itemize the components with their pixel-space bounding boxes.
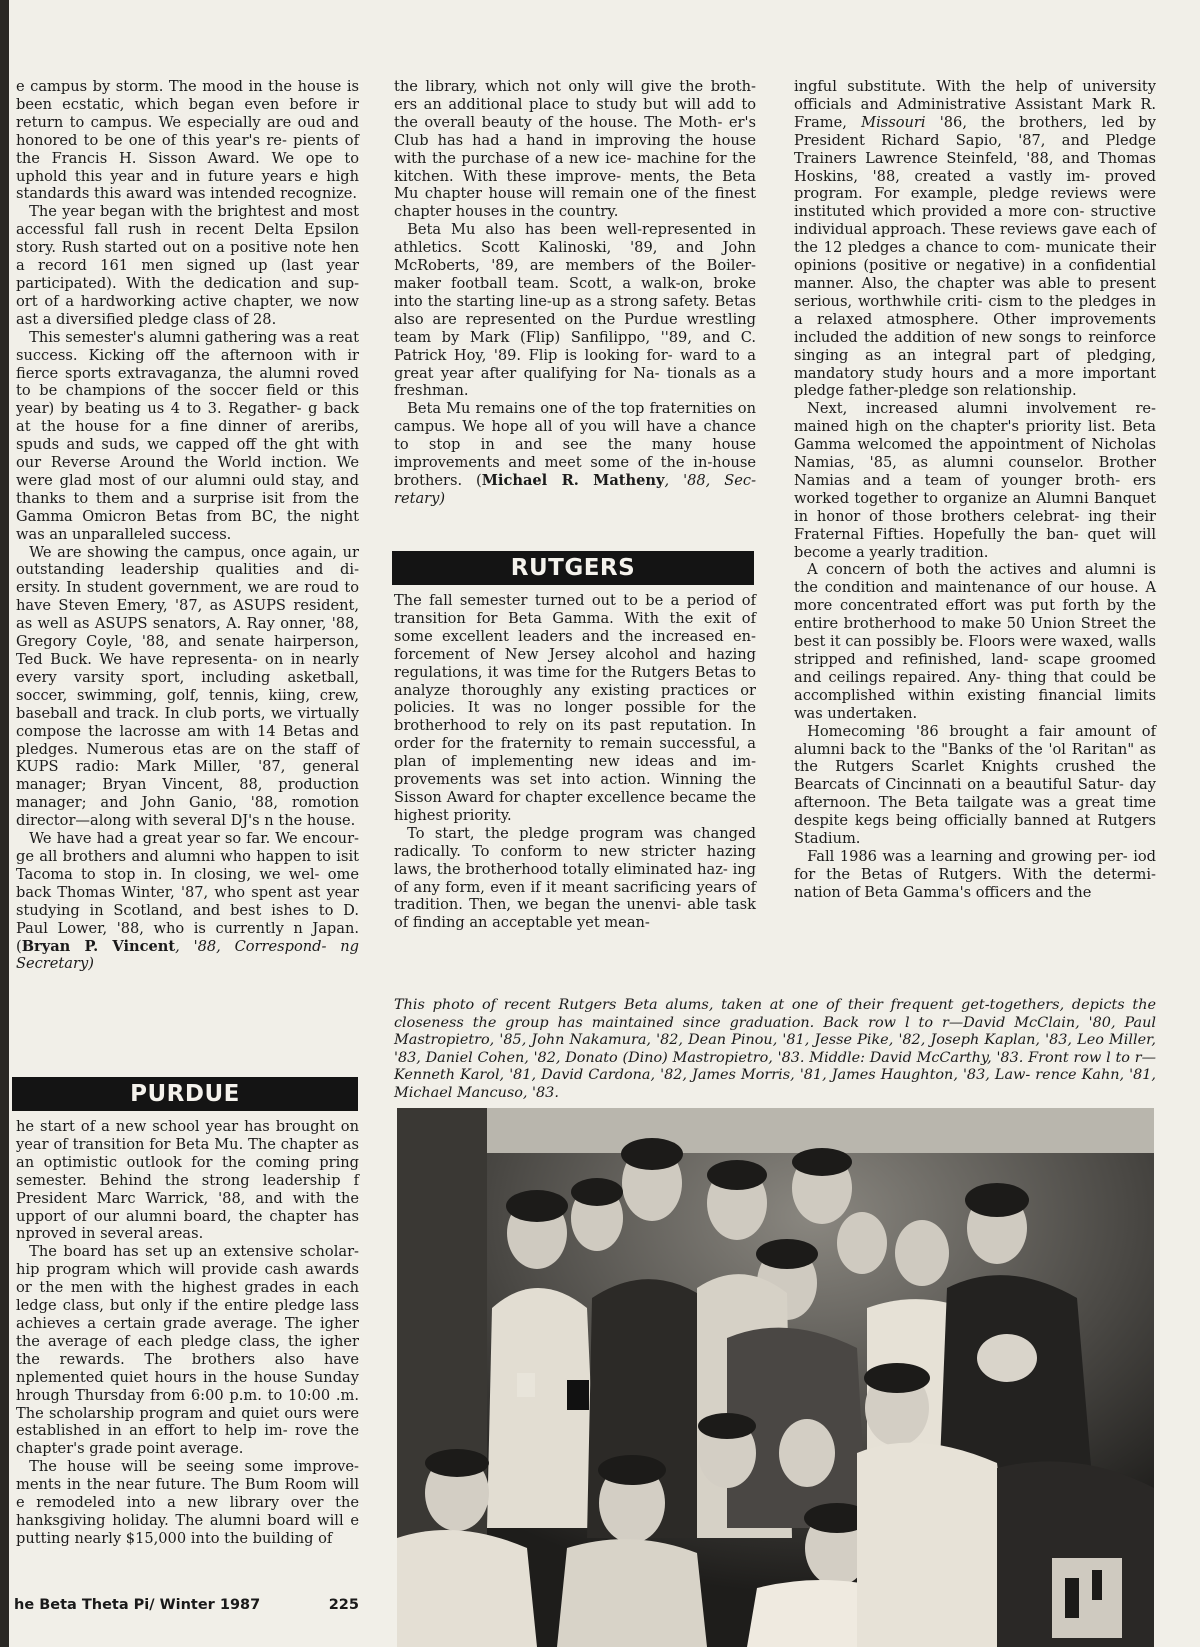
signature-title: , '88, Correspond- ng Secretary): [16, 937, 359, 973]
paragraph-text: '86, the brothers, led by President Richard Sapio, '87, and Pledge Trainers Lawrence Steinfeld, '88, and Thomas Hoskins, '88, created a vastly im- proved program. For example, pledge reviews were instituted which provided a more con- structive individual approach. These reviews gave each of the 12 pledges a chance to com- municate their opinions (positive or negative) in a confidential manner. Also, the chapter was able to present serious, worthwhile criti- cism to the pledges in a relaxed atmosphere. Other improvements included the addition of new songs to reinforce singing as an integral part of pledging, mandatory study hours and a more important pledge father-pledge son relationship.: [794, 113, 1156, 400]
paragraph-text: We have had a great year so far. We encour- ge all brothers and alumni who happen to isit Tacoma to stop in. In closing, we wel- ome back Thomas Winter, '87, who spent ast year studying in Scotland, and best ishes to D. Paul Lower, '88, who is currently n Japan. (: [16, 830, 359, 955]
photo-caption: This photo of recent Rutgers Beta alums, taken at one of their frequent get-togethers, depicts the closeness the group has maintained since graduation. Back row l to r—David McClain, '80, Paul Mastropietro, '85, John Nakamura, '82, Dean Pinou, '81, Jesse Pike, '82, Joseph Kaplan, '83, Leo Miller, '83, Daniel Cohen, '82, Donato (Dino) Mastropietro, '83. Middle: David McCarthy, '83. Front row l to r—Kenneth Karol, '81, David Cardona, '82, James Morris, '81, James Haughton, '83, Law- rence Kahn, '81, Michael Mancuso, '83.: [394, 997, 1156, 1101]
column-2-purdue-continued: [394, 78, 756, 508]
column-2-rutgers-report: [394, 592, 756, 932]
paragraph: Beta Mu also has been well-represented in athletics. Scott Kalinoski, '89, and John McRoberts, '89, are members of the Boiler- maker football team. Scott, a walk-on, broke into the starting line-up as a strong safety. Betas also are represented on the Purdue wrestling team by Mark (Flip) Sanfilippo, ''89, and C. Patrick Hoy, '89. Flip is looking for- ward to a great year after qualifying for Na- tionals as a freshman.: [394, 221, 756, 400]
group-photo: [397, 1108, 1154, 1647]
column-3-rutgers-continued: [794, 78, 1156, 902]
paragraph: To start, the pledge program was changed radically. To conform to new stricter hazing laws, the brotherhood totally eliminated haz- ing of any form, even if it meant sacrificing years of tradition. Then, we began the unenvi- able task of finding an acceptable yet mean-: [394, 824, 756, 932]
chapter-name: Missouri: [861, 113, 926, 131]
signature-name: Michael R. Matheny: [481, 471, 665, 489]
paragraph: he start of a new school year has brought on year of transition for Beta Mu. The chapter as an optimistic outlook for the coming pring semester. Behind the strong leadership f President Marc Warrick, '88, and with the upport of our alumni board, the chapter has nproved in several areas.: [16, 1118, 359, 1243]
paragraph: e campus by storm. The mood in the house is been ecstatic, which began even before ir return to campus. We especially are oud and honored to be one of this year's re- pients of the Francis H. Sisson Award. We ope to uphold this year and in future years e high standards this award was intended recognize.: [16, 78, 359, 203]
section-heading-purdue: PURDUE: [12, 1077, 358, 1111]
paragraph: Next, increased alumni involvement re- mained high on the chapter's priority list. Beta Gamma welcomed the appointment of Nicholas Namias, '85, as alumni counselor. Brother Namias and a team of younger broth- ers worked together to organize an Alumni Banquet in honor of those brothers celebrat- ing their Fraternal Fifties. Hopefully the ban- quet will become a yearly tradition.: [794, 400, 1156, 561]
page-footer: [14, 1597, 359, 1613]
section-heading-rutgers: RUTGERS: [392, 551, 754, 585]
paragraph: Fall 1986 was a learning and growing per- iod for the Betas of Rutgers. With the determi- nation of Beta Gamma's officers and the: [794, 847, 1156, 901]
signature-name: Bryan P. Vincent: [21, 937, 176, 955]
paragraph: The house will be seeing some improve- ments in the near future. The Bum Room will e remodeled into a new library over the hanksgiving holiday. The alumni board will e putting nearly $15,000 into the building of: [16, 1458, 359, 1547]
page-binding-edge: [0, 0, 9, 1647]
paragraph: Homecoming '86 brought a fair amount of alumni back to the "Banks of the 'ol Raritan" as the Rutgers Scarlet Knights crushed the Bearcats of Cincinnati on a beautiful Satur- day afternoon. The Beta tailgate was a great time despite kegs being officially banned at Rutgers Stadium.: [794, 722, 1156, 848]
paragraph: The year began with the brightest and most accessful fall rush in recent Delta Epsilon story. Rush started out on a positive note hen a record 161 men signed up (last year participated). With the dedication and sup- ort of a hardworking active chapter, we now ast a diversified pledge class of 28.: [16, 203, 359, 328]
paragraph: [394, 400, 756, 507]
paragraph: The board has set up an extensive scholar- hip program which will provide cash awards or the men with the highest grades in each ledge class, but only if the entire pledge lass achieves a certain grade average. The igher the average of each pledge class, the igher the rewards. The brothers also have nplemented quiet hours in the house Sunday hrough Thursday from 6:00 p.m. to 10:00 .m. The scholarship program and quiet ours were established in an effort to help im- rove the chapter's grade point average.: [16, 1243, 359, 1458]
paragraph: The fall semester turned out to be a period of transition for Beta Gamma. With the exit of some excellent leaders and the increased en- forcement of New Jersey alcohol and hazing regulations, it was time for the Rutgers Betas to analyze thoroughly any existing practices or policies. It was no longer possible for the brotherhood to rely on its past reputation. In order for the fraternity to remain successful, a plan of implementing new ideas and im- provements was set into action. Winning the Sisson Award for chapter excellence became the highest priority.: [394, 592, 756, 824]
paragraph: This semester's alumni gathering was a reat success. Kicking off the afternoon with ir fierce sports extravaganza, the alumni roved to be champions of the soccer field or this year) by beating us 4 to 3. Regather- g back at the house for a fine dinner of areribs, spuds and suds, we capped off the ght with our Reverse Around the World inction. We were glad most of our alumni ould stay, and thanks to them and a surprise isit from the Gamma Omicron Betas from BC, the night was an unparalleled success.: [16, 328, 359, 543]
signature-title: , '88, Sec- retary): [394, 471, 756, 507]
paragraph: [794, 78, 1156, 400]
column-1-chapter-report: [16, 78, 359, 973]
paragraph-text: ingful substitute. With the help of university officials and Administrative Assistant Mark R. Frame,: [794, 78, 1156, 131]
paragraph: We are showing the campus, once again, ur outstanding leadership qualities and di- ersity. In student government, we are roud to have Steven Emery, '87, as ASUPS resident, as well as ASUPS senators, A. Ray onner, '88, Gregory Coyle, '88, and senate hairperson, Ted Buck. We have representa- on in nearly every varsity sport, including asketball, soccer, swimming, golf, tennis, kiing, crew, baseball and track. In club ports, we virtually compose the lacrosse am with 14 Betas and pledges. Numerous etas are on the staff of KUPS radio: Mark Miller, '87, general manager; Bryan Vincent, 88, production manager; and John Ganio, '88, romotion director—along with several DJ's n the house.: [16, 543, 359, 830]
column-1-purdue-report: [16, 1118, 359, 1548]
paragraph: A concern of both the actives and alumni is the condition and maintenance of our house. A more concentrated effort was put forth by the entire brotherhood to make 50 Union Street the best it can possibly be. Floors were waxed, walls stripped and refinished, land- scape groomed and ceilings repaired. Any- thing that could be accomplished within existing financial limits was undertaken.: [794, 561, 1156, 722]
paragraph: the library, which not only will give the broth- ers an additional place to study but will add to the overall beauty of the house. The Moth- er's Club has had a hand in improving the house with the purchase of a new ice- machine for the kitchen. With these improve- ments, the Beta Mu chapter house will remain one of the finest chapter houses in the country.: [394, 78, 756, 221]
page-number: 225: [328, 1597, 359, 1613]
group-photo-illustration: [397, 1108, 1154, 1647]
paragraph: [16, 830, 359, 973]
publication-title: he Beta Theta Pi/ Winter 1987: [14, 1597, 261, 1613]
paragraph-text: Beta Mu remains one of the top fraternities on campus. We hope all of you will have a chance to stop in and see the many house improvements and meet some of the in-house brothers. (: [394, 400, 756, 489]
